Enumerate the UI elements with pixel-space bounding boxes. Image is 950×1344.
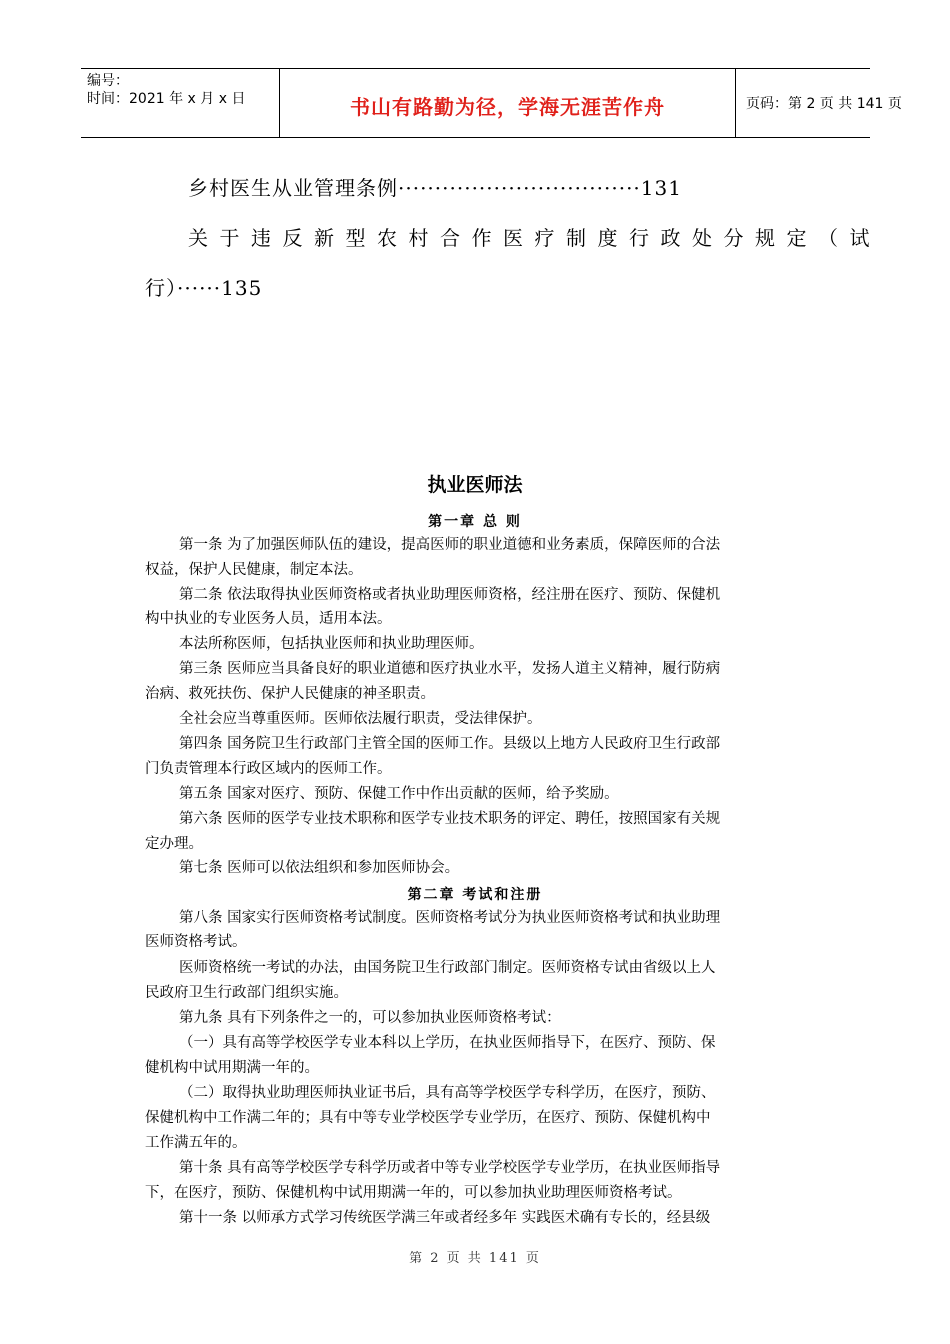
page-number-label: 页码：第 2 页 共 141 页 xyxy=(746,96,902,112)
text-line: 第七条 医师可以依法组织和参加医师协会。 xyxy=(179,860,460,876)
text-line: 第八条 国家实行医师资格考试制度。医师资格考试分为执业医师资格考试和执业助理 xyxy=(179,910,721,926)
text-line: 全社会应当尊重医师。医师依法履行职责，受法律保护。 xyxy=(179,711,542,727)
chapter-heading: 第二章 考试和注册 xyxy=(407,887,543,903)
text-line: 第二条 依法取得执业医师资格或者执业助理医师资格，经注册在医疗、预防、保健机 xyxy=(179,587,721,603)
header-motto-cell xyxy=(280,69,736,137)
chapter-heading: 第一章 总 则 xyxy=(428,514,522,530)
toc-entry: 乡村医生从业管理条例·································131 xyxy=(188,176,682,200)
text-line: 民政府卫生行政部门组织实施。 xyxy=(145,985,348,1001)
motto-text: 书山有路勤为径，学海无涯苦作舟 xyxy=(350,95,665,119)
text-line: 第十条 具有高等学校医学专科学历或者中等专业学校医学专业学历，在执业医师指导 xyxy=(179,1160,721,1176)
text-line: 工作满五年的。 xyxy=(145,1135,247,1151)
text-line: 构中执业的专业医务人员，适用本法。 xyxy=(145,611,392,627)
toc-entry: 关于违反新型农村合作医疗制度行政处分规定（试 xyxy=(188,226,881,250)
text-line: 第三条 医师应当具备良好的职业道德和医疗执业水平，发扬人道主义精神，履行防病 xyxy=(179,661,721,677)
toc-entry-continued: 行）······135 xyxy=(145,276,263,300)
text-line: 本法所称医师，包括执业医师和执业助理医师。 xyxy=(179,636,484,652)
text-line: 保健机构中工作满二年的；具有中等专业学校医学专业学历，在医疗、预防、保健机构中 xyxy=(145,1110,711,1126)
text-line: 医师资格统一考试的办法，由国务院卫生行政部门制定。医师资格专试由省级以上人 xyxy=(179,960,716,976)
text-line: 医师资格考试。 xyxy=(145,934,247,950)
text-line: 健机构中试用期满一年的。 xyxy=(145,1060,319,1076)
page-header-table xyxy=(81,68,902,138)
text-line: 第五条 国家对医疗、预防、保健工作中作出贡献的医师，给予奖励。 xyxy=(179,786,619,802)
header-page-cell xyxy=(736,69,902,137)
text-line: （一）具有高等学校医学专业本科以上学历，在执业医师指导下，在医疗、预防、保 xyxy=(179,1035,716,1051)
text-line: 门负责管理本行政区域内的医师工作。 xyxy=(145,761,392,777)
text-line: （二）取得执业助理医师执业证书后，具有高等学校医学专科学历，在医疗，预防、 xyxy=(179,1085,716,1101)
page-footer: 第 2 页 共 141 页 xyxy=(409,1251,541,1266)
time-label: 时间：2021 年 x 月 x 日 xyxy=(87,91,246,107)
text-line: 第一条 为了加强医师队伍的建设，提高医师的职业道德和业务素质，保障医师的合法 xyxy=(179,537,721,553)
text-line: 第四条 国务院卫生行政部门主管全国的医师工作。县级以上地方人民政府卫生行政部 xyxy=(179,736,721,752)
text-line: 权益，保护人民健康，制定本法。 xyxy=(145,562,363,578)
text-line: 下，在医疗，预防、保健机构中试用期满一年的，可以参加执业助理医师资格考试。 xyxy=(145,1185,682,1201)
code-label: 编号： xyxy=(87,73,129,89)
document-title: 执业医师法 xyxy=(427,474,523,496)
text-line: 第十一条 以师承方式学习传统医学满三年或者经多年 实践医术确有专长的，经县级 xyxy=(179,1210,711,1226)
header-info-cell xyxy=(81,69,280,137)
text-line: 第六条 医师的医学专业技术职称和医学专业技术职务的评定、聘任，按照国家有关规 xyxy=(179,811,721,827)
text-line: 第九条 具有下列条件之一的，可以参加执业医师资格考试： xyxy=(179,1010,561,1026)
text-line: 治病、救死扶伤、保护人民健康的神圣职责。 xyxy=(145,686,435,702)
text-line: 定办理。 xyxy=(145,836,203,852)
